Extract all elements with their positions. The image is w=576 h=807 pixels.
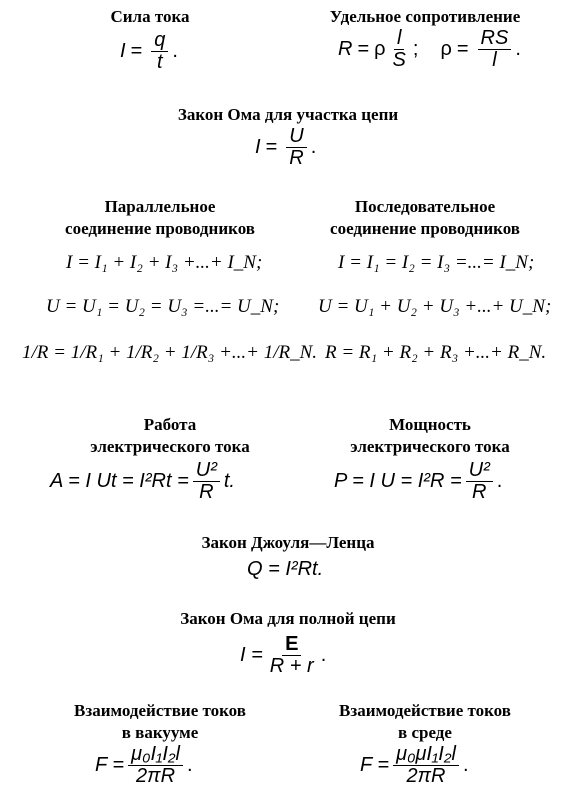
resistivity-formula: R = ρ $\frac{l}{S}$ ; ρ = $\frac{RS}{l}$ . xyxy=(338,27,521,71)
series-current-formula: I = I₁ = I₂ = I₃ =...= I_N; xyxy=(338,252,535,273)
parallel-current-formula: I = I₁ + I₂ + I₃ +...+ I_N; xyxy=(66,252,263,273)
power-title-line2: электрического тока xyxy=(350,437,510,456)
current-title: Сила тока xyxy=(110,7,190,26)
parallel-voltage-formula: U = U₁ = U₂ = U₃ =...= U_N; xyxy=(46,296,280,317)
joule-title: Закон Джоуля—Ленца xyxy=(201,533,375,552)
vacuum-title-line1: Взаимодействие токов xyxy=(74,701,246,720)
series-title-line2: соединение проводников xyxy=(330,219,520,238)
medium-title-line2: в среде xyxy=(398,723,452,742)
parallel-title-line1: Параллельное xyxy=(104,197,216,216)
series-resistance-formula: R = R₁ + R₂ + R₃ +...+ R_N. xyxy=(325,342,547,363)
power-title-line1: Мощность xyxy=(389,415,471,434)
ohm-full-formula: I = $\frac{E}{R + r}$ . xyxy=(240,633,327,677)
work-formula: A = I Ut = I²Rt = $\frac{\text{U²}}{R}$ t. xyxy=(50,459,235,503)
work-title-line1: Работа xyxy=(143,415,197,434)
vacuum-title-line2: в вакууме xyxy=(121,723,199,742)
ohm-full-title: Закон Ома для полной цепи xyxy=(180,609,396,628)
ohm-section-title: Закон Ома для участка цепи xyxy=(177,105,399,124)
joule-formula: Q = I²Rt. xyxy=(247,558,324,580)
medium-formula: F = $\frac{\text{μ₀μI₁I₂l}}{2\pi R}$ . xyxy=(360,743,469,787)
vacuum-formula: F = $\frac{\text{μ₀I₁I₂l}}{2\pi R}$ . xyxy=(95,743,193,787)
resistivity-title: Удельное сопротивление xyxy=(329,7,521,26)
ohm-section-formula: I = $\frac{U}{R}$ . xyxy=(255,125,317,169)
power-formula: P = I U = I²R = $\frac{\text{U²}}{R}$ . xyxy=(334,459,503,503)
parallel-resistance-formula: 1/R = 1/R₁ + 1/R₂ + 1/R₃ +...+ 1/R_N. xyxy=(22,342,318,363)
series-voltage-formula: U = U₁ + U₂ + U₃ +...+ U_N; xyxy=(318,296,552,317)
medium-title-line1: Взаимодействие токов xyxy=(339,701,511,720)
work-title-line2: электрического тока xyxy=(90,437,250,456)
series-title-line1: Последовательное xyxy=(354,197,496,216)
current-formula: I = $\frac{q}{t}$ . xyxy=(120,29,178,73)
parallel-title-line2: соединение проводников xyxy=(65,219,255,238)
